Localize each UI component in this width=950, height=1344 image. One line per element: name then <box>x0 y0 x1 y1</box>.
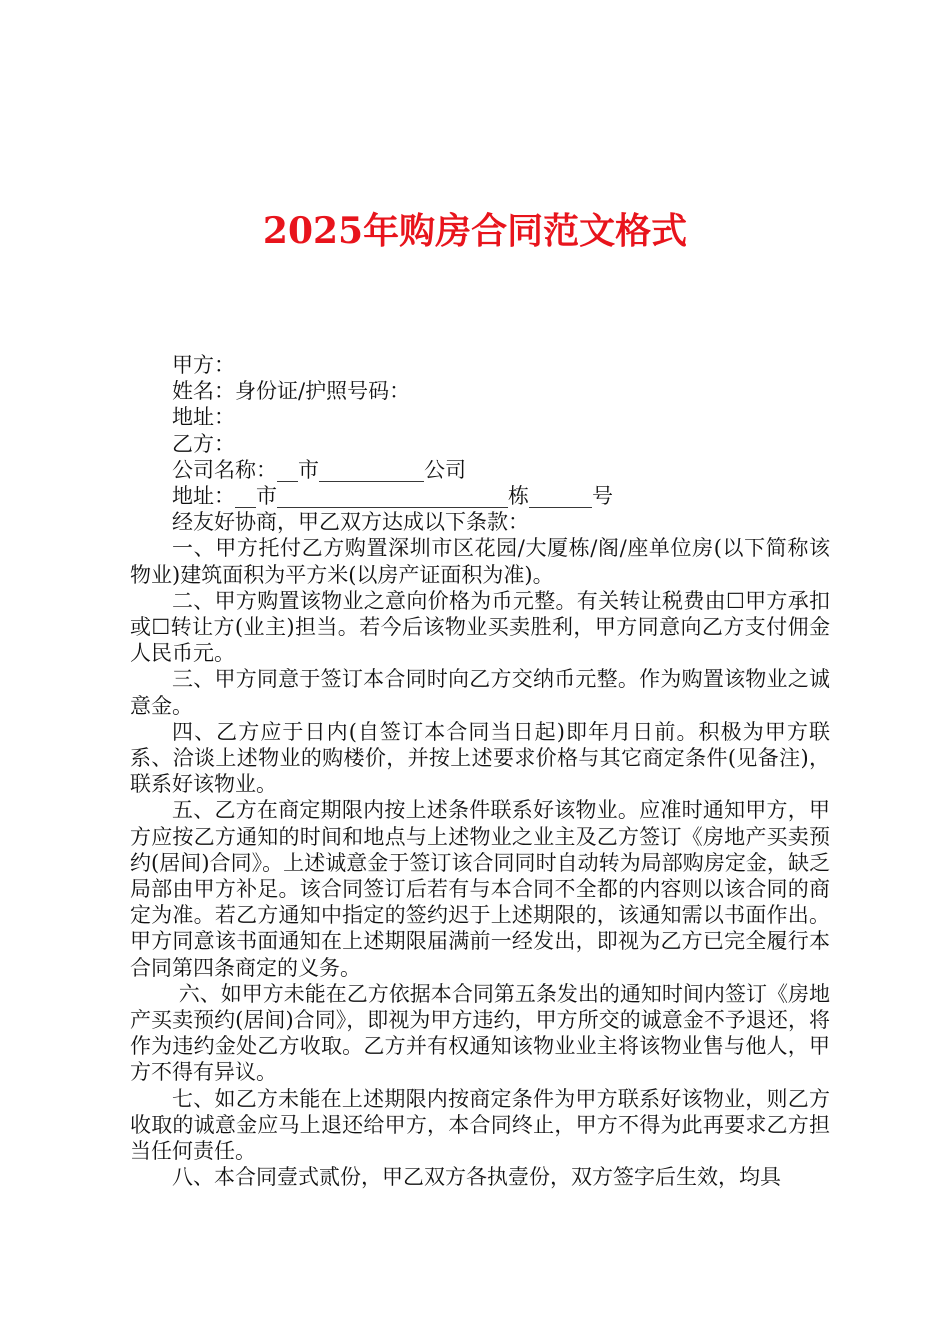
clause-8: 八、本合同壹式贰份，甲乙双方各执壹份，双方签字后生效，均具 <box>172 1165 781 1190</box>
clause-2: 二、甲方购置该物业之意向价格为币元整。有关转让税费由☐甲方承扣或☐转让方(业主)担当。若今后该物业买卖胜利，甲方同意向乙方支付佣金人民币元。 <box>130 588 830 666</box>
clause-5: 五、乙方在商定期限内按上述条件联系好该物业。应准时通知甲方，甲方应按乙方通知的时间和地点与上述物业之业主及乙方签订《房地产买卖预约(居间)合同》。上述诚意金于签订该合同同时自动转为局部购房定金，缺乏局部由甲方补足。该合同签订后若有与本合同不全都的内容则以该合同的商定为准。若乙方通知中指定的签约迟于上述期限的，该通知需以书面作出。甲方同意该书面通知在上述期限届满前一经发出，即视为乙方已完全履行本合同第四条商定的义务。 <box>130 798 830 980</box>
agreement-intro: 经友好协商，甲乙双方达成以下条款： <box>172 510 529 535</box>
clause-3: 三、甲方同意于签订本合同时向乙方交纳币元整。作为购置该物业之诚意金。 <box>130 667 830 718</box>
party-b-address-line: 地址：__市______________________栋______号 <box>172 484 613 509</box>
party-b-label: 乙方： <box>172 431 235 456</box>
party-a-label: 甲方： <box>172 353 235 377</box>
party-b-company-line: 公司名称：__市__________公司 <box>172 457 466 482</box>
party-a-name-id-line: 姓名：身份证/护照号码： <box>172 379 411 404</box>
clause-6: 六、如甲方未能在乙方依据本合同第五条发出的通知时间内签订《房地产买卖预约(居间)合同》，即视为甲方违约，甲方所交的诚意金不予退还，将作为违约金处乙方收取。乙方并有权通知该物业业主将该物业售与他人，甲方不得有异议。 <box>130 981 830 1085</box>
clause-7: 七、如乙方未能在上述期限内按商定条件为甲方联系好该物业，则乙方收取的诚意金应马上退还给甲方，本合同终止，甲方不得为此再要求乙方担当任何责任。 <box>130 1086 830 1164</box>
document-body <box>130 352 830 1191</box>
document-title: 2025年购房合同范文格式 <box>262 210 688 252</box>
clause-4: 四、乙方应于日内(自签订本合同当日起)即年月日前。积极为甲方联系、洽谈上述物业的购楼价，并按上述要求价格与其它商定条件(见备注)，联系好该物业。 <box>130 719 830 797</box>
party-a-address-line: 地址： <box>172 405 235 430</box>
clause-1: 一、甲方托付乙方购置深圳市区花园/大厦栋/阁/座单位房(以下简称该物业)建筑面积为平方米(以房产证面积为准)。 <box>130 536 830 587</box>
